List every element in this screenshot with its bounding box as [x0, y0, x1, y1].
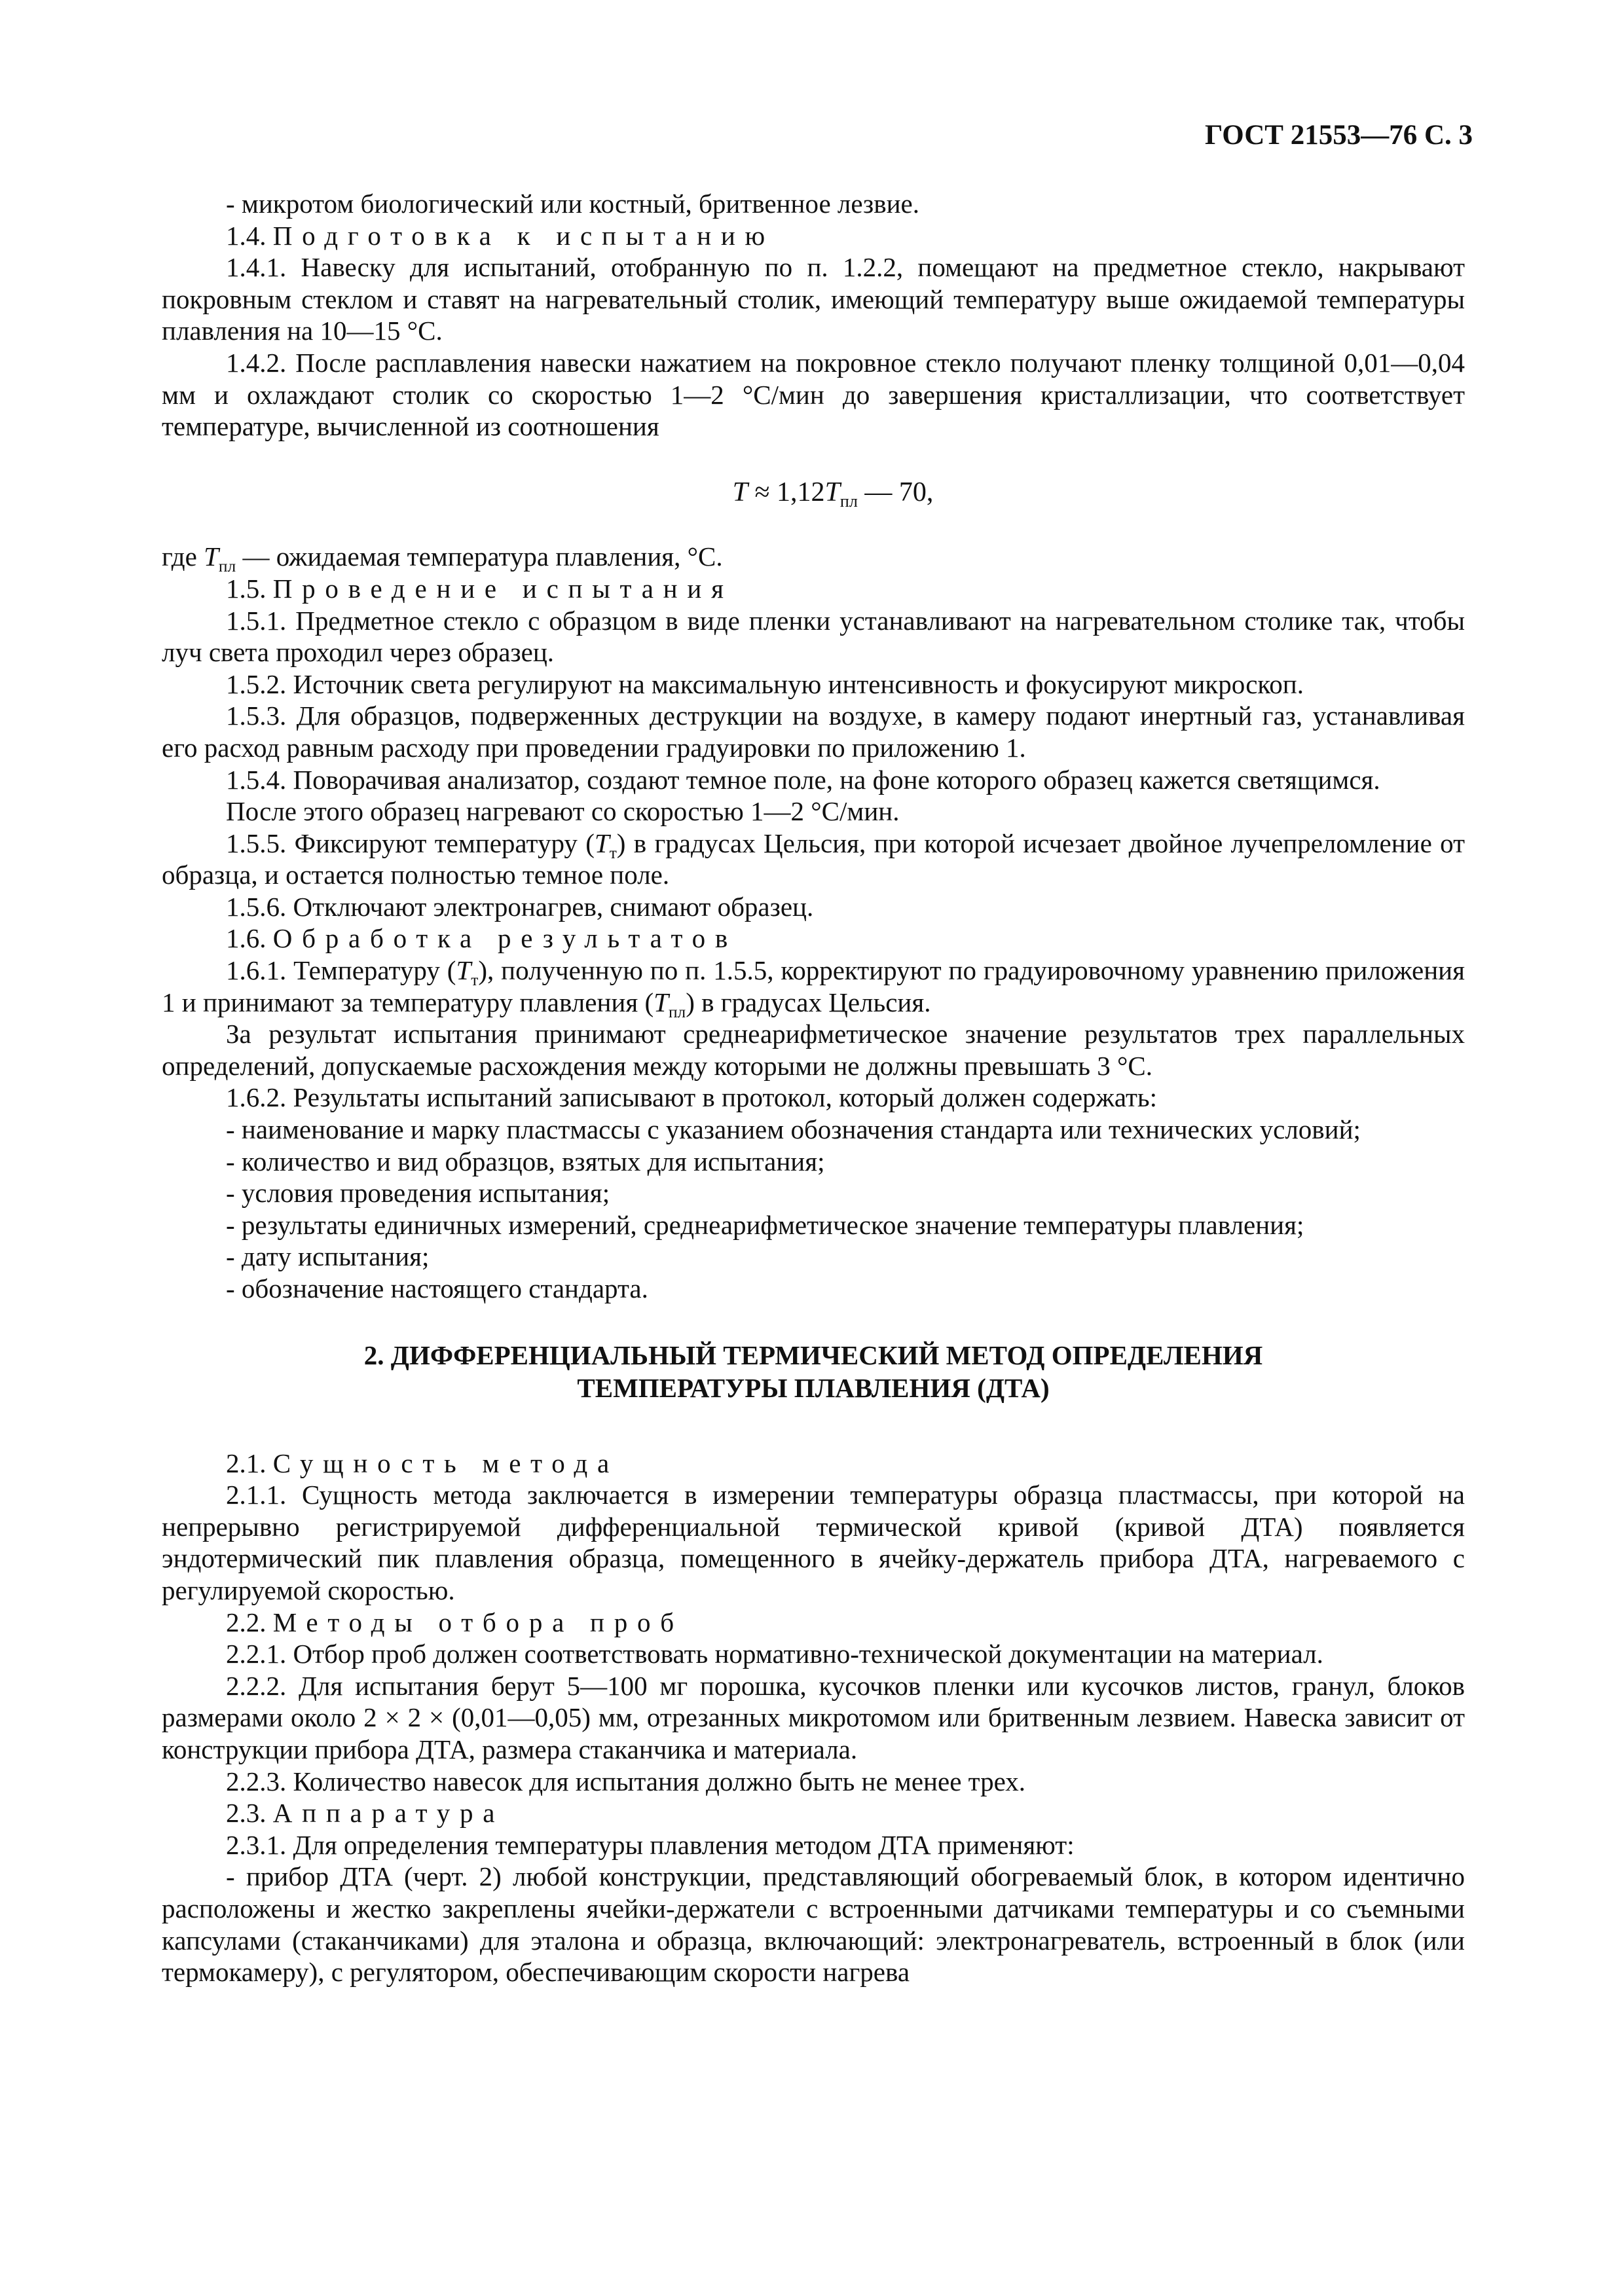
section-title: Методы отбора проб	[272, 1607, 684, 1637]
heading-line: ТЕМПЕРАТУРЫ ПЛАВЛЕНИЯ (ДТА)	[577, 1372, 1050, 1403]
list-item: - обозначение настоящего стандарта.	[226, 1273, 648, 1303]
subscript: пл	[218, 557, 236, 576]
section-number: 1.5.	[226, 573, 267, 604]
text: где	[162, 541, 204, 572]
text: — ожидаемая температура плавления, °С.	[236, 541, 723, 572]
paragraph: 2.2.3. Количество навесок для испытания должно быть не менее трех.	[226, 1766, 1025, 1796]
section-heading-2-3	[162, 1797, 1465, 1829]
paragraph: 1.4.1. Навеску для испытаний, отобранную по п. 1.2.2, помещают на предметное стекло, накрывают покровным стеклом и ставят на нагревательный столик, имеющий температуру выше ожидаемой температуры плавления на 10—15 °С.	[162, 252, 1465, 346]
list-item: - условия проведения испытания;	[226, 1178, 610, 1209]
paragraph: После этого образец нагревают со скоростью 1—2 °С/мин.	[226, 796, 900, 827]
text: 1.5.5. Фиксируют температуру (	[226, 828, 595, 858]
section-number: 2.3.	[226, 1798, 267, 1829]
symbol: T	[456, 955, 471, 986]
symbol: T	[204, 541, 219, 572]
symbol: T	[654, 987, 669, 1017]
formula-text: ≈ 1,12	[748, 477, 825, 507]
formula-symbol: T	[732, 477, 748, 507]
formula-symbol: T	[824, 477, 840, 507]
document-body	[162, 188, 1465, 1988]
paragraph	[162, 955, 1465, 1021]
text: 1.6.1. Температуру (	[226, 955, 456, 986]
paragraph: 1.5.1. Предметное стекло с образцом в виде пленки устанавливают на нагревательном столике так, чтобы луч света проходил через образец.	[162, 605, 1465, 668]
section-title: Подготовка к испытанию	[272, 220, 775, 251]
paragraph: 2.1.1. Сущность метода заключается в измерении температуры образца пластмассы, при которой на непрерывно регистрируемой дифференциальной термической кривой (кривой ДТА) появляется эндотермический пик плавления образца, помещенного в ячейку-держатель прибора ДТА, нагреваемого с регулируемой скоростью.	[162, 1480, 1465, 1605]
formula-text: — 70,	[857, 477, 934, 507]
paragraph: 1.5.2. Источник света регулируют на максимальную интенсивность и фокусируют микроскоп.	[226, 668, 1304, 699]
section-number: 2.1.	[226, 1448, 267, 1478]
section-title: Обработка результатов	[272, 923, 737, 954]
paragraph: 1.6.2. Результаты испытаний записывают в протокол, который должен содержать:	[226, 1082, 1157, 1113]
section-number: 1.4.	[226, 220, 267, 251]
section-heading-2-1	[162, 1448, 1465, 1480]
paragraph: 1.5.6. Отключают электронагрев, снимают образец.	[226, 891, 814, 922]
section-title: Проведение испытания	[272, 573, 733, 604]
chapter-heading	[162, 1339, 1465, 1404]
section-heading-1-6	[162, 922, 1465, 955]
section-title: Сущность метода	[272, 1448, 619, 1478]
subscript: т	[471, 970, 479, 989]
paragraph: 2.3.1. Для определения температуры плавления методом ДТА применяют:	[226, 1829, 1075, 1860]
subscript: т	[609, 843, 617, 862]
paragraph: 1.5.3. Для образцов, подверженных деструкции на воздухе, в камеру подают инертный газ, устанавливая его расход равным расходу при проведении градуировки по приложению 1.	[162, 701, 1465, 763]
paragraph: - микротом биологический или костный, бритвенное лезвие.	[226, 189, 919, 219]
formula	[162, 477, 1465, 509]
list-item: - количество и вид образцов, взятых для испытания;	[226, 1146, 825, 1176]
paragraph: - прибор ДТА (черт. 2) любой конструкции, представляющий обогреваемый блок, в котором идентично расположены и жестко закреплены ячейки-держатели с встроенными датчиками температуры и со съемными капсулами (стаканчиками) для эталона и образца, включающий: электронагреватель, встроенный в блок (или термокамеру), с регулятором, обеспечивающим скорости нагрева	[162, 1861, 1465, 1988]
section-number: 1.6.	[226, 923, 267, 954]
heading-line: 2. ДИФФЕРЕНЦИАЛЬНЫЙ ТЕРМИЧЕСКИЙ МЕТОД ОПРЕДЕЛЕНИЯ	[363, 1339, 1263, 1370]
formula-subscript: пл	[839, 491, 858, 511]
paragraph: 1.4.2. После расплавления навески нажатием на покровное стекло получают пленку толщиной 0,01—0,04 мм и охлаждают столик со скоростью 1—2 °С/мин до завершения кристаллизации, что соответствует температуре, вычисленной из соотношения	[162, 347, 1465, 442]
text: ) в градусах Цельсия.	[686, 987, 931, 1017]
section-number: 2.2.	[226, 1607, 267, 1637]
list-item: - результаты единичных измерений, среднеарифметическое значение температуры плавления;	[226, 1209, 1304, 1240]
page-header: ГОСТ 21553—76 С. 3	[1204, 120, 1473, 151]
paragraph: 2.2.1. Отбор проб должен соответствовать нормативно-технической документации на материал.	[226, 1639, 1323, 1669]
list-item: - дату испытания;	[226, 1241, 430, 1272]
subscript: пл	[668, 1002, 686, 1021]
text: ), полученную по п. 1.5.5, корректируют по градуировочному уравнению приложения 1 и принимают за температуру плавления (	[162, 955, 1465, 1017]
formula-explanation	[162, 541, 1465, 576]
text: ) в градусах Цельсия, при которой исчезает двойное лучепреломление от образца, и остается полностью темное поле.	[162, 828, 1465, 890]
paragraph: 2.2.2. Для испытания берут 5—100 мг порошка, кусочков пленки или кусочков листов, гранул, блоков размерами около 2 × 2 × (0,01—0,05) мм, отрезанных микротомом или бритвенным лезвием. Навеска зависит от конструкции прибора ДТА, размера стаканчика и материала.	[162, 1670, 1465, 1764]
paragraph: За результат испытания принимают среднеарифметическое значение результатов трех параллельных определений, допускаемые расхождения между которыми не должны превышать 3 °С.	[162, 1019, 1465, 1081]
section-heading-2-2	[162, 1607, 1465, 1639]
section-heading-1-4	[162, 220, 1465, 252]
list-item: - наименование и марку пластмассы с указанием обозначения стандарта или технических условий;	[226, 1114, 1361, 1145]
paragraph: 1.5.4. Поворачивая анализатор, создают темное поле, на фоне которого образец кажется светящимся.	[226, 764, 1380, 795]
section-title: Аппаратура	[272, 1798, 505, 1829]
symbol: T	[594, 828, 610, 858]
paragraph	[162, 828, 1465, 891]
section-heading-1-5	[162, 573, 1465, 605]
